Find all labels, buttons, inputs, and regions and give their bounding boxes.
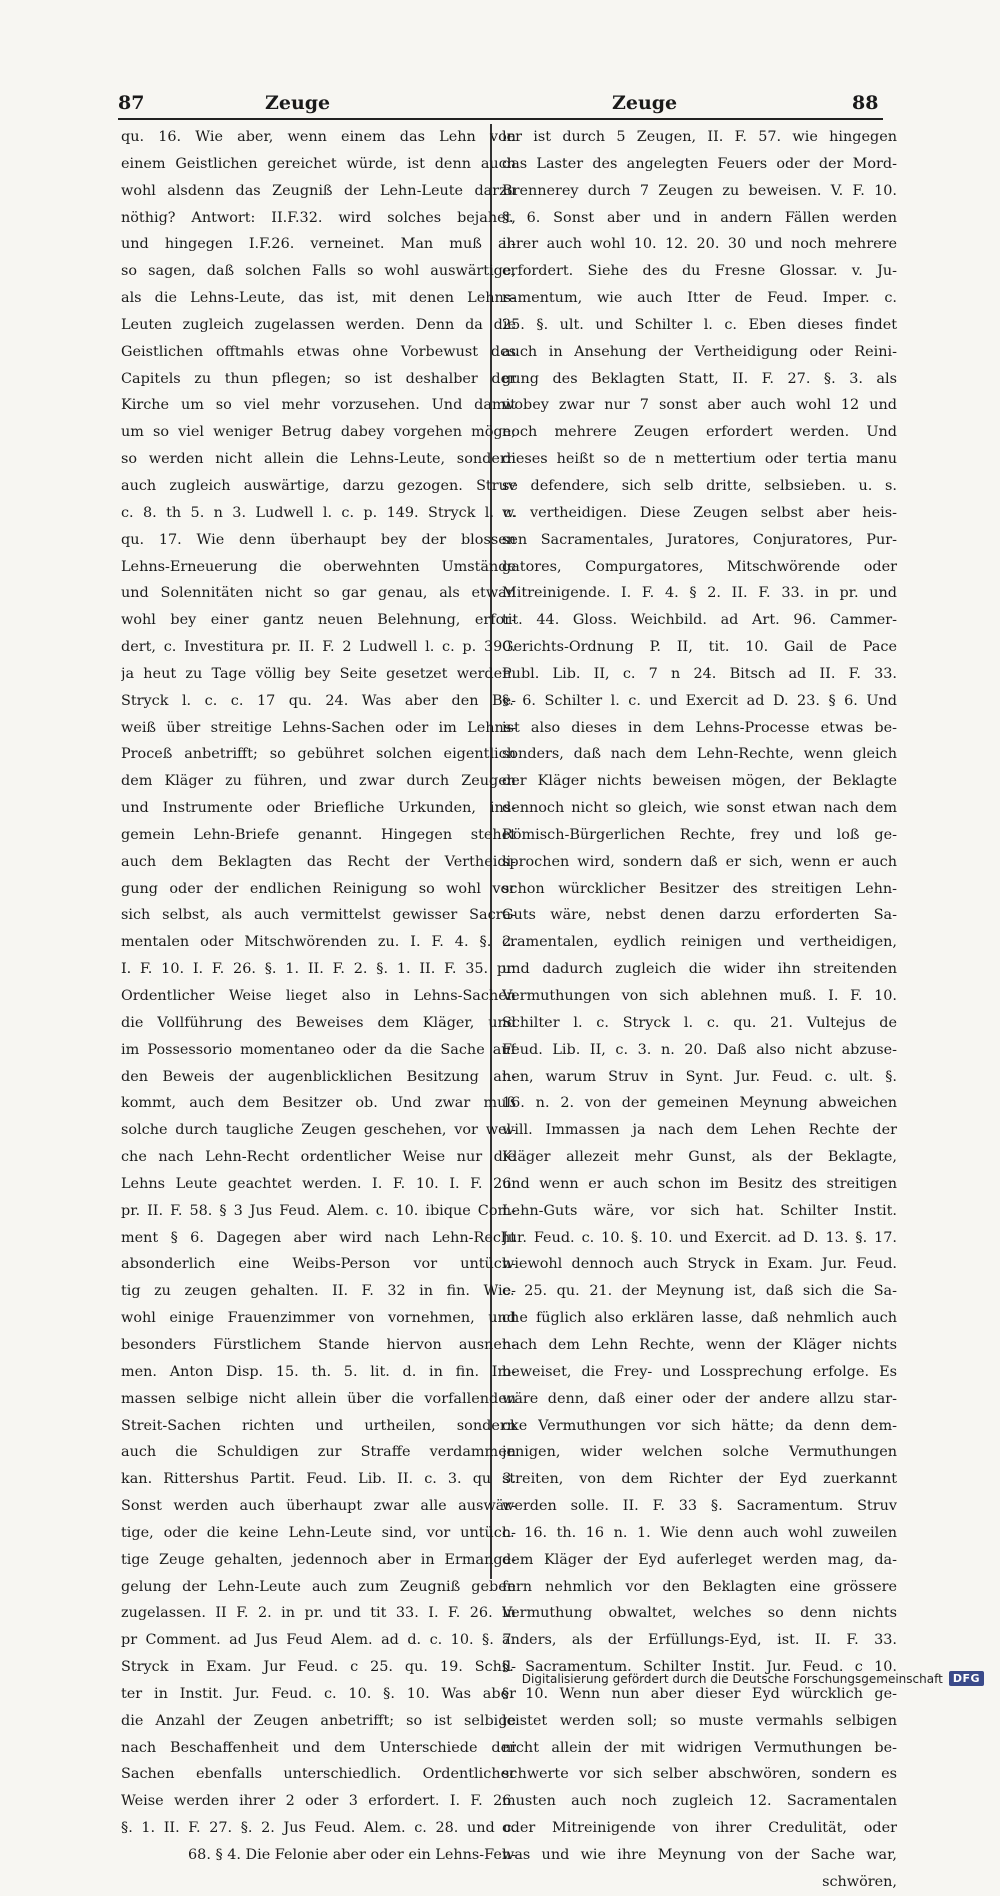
text-line: pr. II. F. 58. § 3 Jus Feud. Alem. c. 10. ibique Com- (121, 1202, 516, 1219)
text-line: auch die Schuldigen zur Straffe verdammen (121, 1444, 516, 1461)
text-line: ihrer auch wohl 10. 12. 20. 30 und noch mehrere (502, 236, 897, 253)
text-line: beweiset, die Frey- und Lossprechung erfolge. Es (502, 1363, 897, 1380)
text-line: §. 1. II. F. 27. §. 2. Jus Feud. Alem. c. 28. und c. (121, 1820, 516, 1837)
text-line: 68. § 4. Die Felonie aber oder ein Lehns-Feh- (188, 1847, 516, 1863)
text-line: besonders Fürstlichem Stande hiervon ausneh- (121, 1336, 516, 1353)
text-line: Mitreinigende. I. F. 4. § 2. II. F. 33. in pr. und (502, 585, 897, 602)
text-line: auch in Ansehung der Vertheidigung oder Reini- (502, 343, 897, 360)
text-line: Vermuthung obwaltet, welches so denn nichts (502, 1605, 897, 1622)
text-line: Lehns Leute geachtet werden. I. F. 10. I. F. 26. (121, 1175, 516, 1192)
text-line: einem Geistlichen gereichet würde, ist denn auch (121, 155, 516, 172)
text-line: Gerichts-Ordnung P. II, tit. 10. Gail de Pace (502, 639, 897, 656)
text-line: tig zu zeugen gehalten. II. F. 32 in fin. Wie- (121, 1283, 516, 1300)
text-line: 16. n. 2. von der gemeinen Meynung abweichen (502, 1095, 897, 1112)
text-line: Geistlichen offtmahls etwas ohne Vorbewust des (121, 343, 516, 360)
text-line: kommt, auch dem Besitzer ob. Und zwar muß (121, 1095, 516, 1112)
text-line: Sonst werden auch überhaupt zwar alle auswär- (121, 1498, 516, 1515)
text-line: Lehns-Erneuerung die oberwehnten Umstände (121, 558, 516, 575)
text-line: ment § 6. Dagegen aber wird nach Lehn-Recht (121, 1229, 516, 1246)
text-line: gatores, Compurgatores, Mitschwörende oder (502, 558, 897, 575)
footer-credit: Digitalisierung gefördert durch die Deutsche Forschungsgemeinschaft (521, 1671, 943, 1686)
text-line: c. 16. th. 16 n. 1. Wie denn auch wohl zuweilen (502, 1524, 897, 1541)
text-line: nach dem Lehn Rechte, wenn der Kläger nichts (502, 1336, 897, 1353)
text-line: gelung der Lehn-Leute auch zum Zeugniß geben (121, 1578, 516, 1595)
text-line: Schilter l. c. Stryck l. c. qu. 21. Vultejus de (502, 1014, 897, 1031)
text-line: Stryck in Exam. Jur Feud. c 25. qu. 19. Schil- (121, 1659, 516, 1676)
text-line: cramentalen, eydlich reinigen und vertheidigen, (502, 934, 897, 951)
text-line: jenigen, wider welchen solche Vermuthungen (502, 1444, 897, 1461)
text-line: men. Anton Disp. 15. th. 5. lit. d. in fin. Im- (121, 1363, 516, 1380)
text-line: so werden nicht allein die Lehns-Leute, sondern (121, 451, 516, 468)
text-line: §. Sacramentum. Schilter Instit. Jur. Feud. c 10. (502, 1659, 897, 1676)
text-line: cke Vermuthungen vor sich hätte; da denn dem- (502, 1417, 897, 1434)
text-line: den Beweis der augenblicklichen Besitzung an- (121, 1068, 516, 1085)
text-line: Sachen ebenfalls unterschiedlich. Ordentlicher (121, 1766, 516, 1783)
text-line: ist also dieses in dem Lehns-Processe etwas be- (502, 719, 897, 736)
text-line: nach Beschaffenheit und dem Unterschiede der (121, 1739, 516, 1756)
text-line: wohl bey einer gantz neuen Belehnung, erfor- (121, 612, 516, 629)
text-line: auch dem Beklagten das Recht der Vertheidi- (121, 853, 516, 870)
text-line: Weise werden ihrer 2 oder 3 erfordert. I. F. 26. (121, 1793, 516, 1810)
text-line: dennoch nicht so gleich, wie sonst etwan nach dem (502, 800, 897, 817)
text-line: ja heut zu Tage völlig bey Seite gesetzet werden. (121, 665, 516, 682)
text-line: tige, oder die keine Lehn-Leute sind, vor untüch- (121, 1524, 516, 1541)
text-line: tit. 44. Gloss. Weichbild. ad Art. 96. Cammer- (502, 612, 897, 629)
text-line: Publ. Lib. II, c. 7 n 24. Bitsch ad II. F. 33. (502, 665, 897, 682)
text-line: im Possessorio momentaneo oder da die Sache auf (121, 1041, 516, 1058)
text-line: zugelassen. II F. 2. in pr. und tit 33. I. F. 26. in (121, 1605, 516, 1622)
text-line: und hingegen I.F.26. verneinet. Man muß al- (121, 236, 516, 253)
text-line: gung oder der endlichen Reinigung so wohl vor (121, 880, 516, 897)
text-line: kan. Rittershus Partit. Feud. Lib. II. c. 3. qu 3. (121, 1471, 516, 1488)
text-line: c. 8. th 5. n 3. Ludwell l. c. p. 149. Stryck l. c. (121, 504, 516, 521)
text-line: weiß über streitige Lehns-Sachen oder im Lehns- (121, 719, 516, 736)
text-line: und Instrumente oder Briefliche Urkunden, ins- (121, 800, 516, 817)
text-line: erfordert. Siehe des du Fresne Glossar. v. Ju- (502, 263, 897, 280)
text-line: Kläger allezeit mehr Gunst, als der Beklagte, (502, 1149, 897, 1166)
text-line: Streit-Sachen richten und urtheilen, sondern (121, 1417, 516, 1434)
text-line: was und wie ihre Meynung von der Sache war, (502, 1847, 897, 1863)
text-line: Feud. Lib. II, c. 3. n. 20. Daß also nicht abzuse- (502, 1041, 897, 1058)
text-line: §. 6. Schilter l. c. und Exercit ad D. 23. § 6. Und (502, 692, 897, 709)
text-line: auch zugleich auswärtige, darzu gezogen. Struv (121, 477, 516, 494)
text-line: ramentum, wie auch Itter de Feud. Imper. c. (502, 290, 897, 307)
text-line: wäre denn, daß einer oder der andere allzu star- (502, 1390, 897, 1407)
text-line: schwerte vor sich selber abschwören, sondern es (502, 1766, 897, 1783)
text-line: und Solennitäten nicht so gar genau, als etwan (121, 585, 516, 602)
right-page-number: 88 (852, 92, 879, 114)
text-line: Proceß anbetrifft; so gebühret solchen eigentlich (121, 746, 516, 763)
text-line: pr Comment. ad Jus Feud Alem. ad d. c. 10. §. 7. (121, 1632, 516, 1649)
left-running-title: Zeuge (265, 92, 331, 114)
text-line: Vermuthungen von sich ablehnen muß. I. F. 10. (502, 988, 897, 1004)
right-running-title: Zeuge (612, 92, 678, 114)
text-line: Guts wäre, nebst denen darzu erforderten Sa- (502, 907, 897, 924)
text-line: Lehn-Guts wäre, vor sich hat. Schilter Instit. (502, 1202, 897, 1219)
text-line: wohl einige Frauenzimmer von vornehmen, und (121, 1310, 516, 1327)
text-line: hen, warum Struv in Synt. Jur. Feud. c. ult. §. (502, 1068, 897, 1085)
text-line: ler ist durch 5 Zeugen, II. F. 57. wie hingegen (502, 129, 897, 145)
text-line: I. F. 10. I. F. 26. §. 1. II. F. 2. §. 1. II. F. 35. pr. (121, 961, 516, 978)
text-line: Stryck l. c. c. 17 qu. 24. Was aber den Be- (121, 692, 516, 709)
text-line: w. vertheidigen. Diese Zeugen selbst aber heis- (502, 504, 897, 521)
text-line: sich selbst, als auch vermittelst gewisser Sacra- (121, 907, 516, 924)
right-text-column (502, 124, 897, 1896)
text-line: dert, c. Investitura pr. II. F. 2 Ludwell l. c. p. 390. (121, 639, 516, 656)
text-line: anders, als der Erfüllungs-Eyd, ist. II. F. 33. (502, 1632, 897, 1649)
text-line: leistet werden soll; so muste vermahls selbigen (502, 1712, 897, 1729)
text-line: Kirche um so viel mehr vorzusehen. Und damit (121, 397, 516, 414)
text-line: sprochen wird, sondern daß er sich, wenn er auch (502, 853, 897, 870)
text-line: Ordentlicher Weise lieget also in Lehns-Sachen (121, 988, 516, 1004)
text-line: sen Sacramentales, Juratores, Conjuratores, Pur- (502, 531, 897, 548)
dfg-logo: DFG (949, 1671, 984, 1686)
text-line: um so viel weniger Betrug dabey vorgehen möge; (121, 424, 516, 441)
text-line: ter in Instit. Jur. Feud. c. 10. §. 10. Was aber (121, 1685, 516, 1702)
header-rule (118, 118, 883, 120)
text-line: tige Zeuge gehalten, jedennoch aber in Ermange- (121, 1551, 516, 1568)
text-line: schwören, (822, 1873, 897, 1890)
text-line: §. 10. Wenn nun aber dieser Eyd würcklich ge- (502, 1685, 897, 1702)
text-line: noch mehrere Zeugen erfordert werden. Und (502, 424, 897, 441)
text-line: Leuten zugleich zugelassen werden. Denn da die (121, 316, 516, 333)
text-line: oder Mitreinigende von ihrer Credulität, oder (502, 1820, 897, 1837)
text-line: mentalen oder Mitschwörenden zu. I. F. 4. §. 2. (121, 934, 516, 951)
text-line: der Kläger nichts beweisen mögen, der Beklagte (502, 773, 897, 790)
text-line: so sagen, daß solchen Falls so wohl auswärtige, (121, 263, 516, 280)
text-line: Capitels zu thun pflegen; so ist deshalber der (121, 370, 516, 387)
text-line: die Anzahl der Zeugen anbetrifft; so ist selbige (121, 1712, 516, 1729)
text-line: das Laster des angelegten Feuers oder der Mord- (502, 155, 897, 172)
text-line: sonders, daß nach dem Lehn-Rechte, wenn gleich (502, 746, 897, 763)
text-line: qu. 16. Wie aber, wenn einem das Lehn von (121, 129, 516, 145)
text-line: massen selbige nicht allein über die vorfallenden (121, 1390, 516, 1407)
text-line: nicht allein der mit widrigen Vermuthungen be- (502, 1739, 897, 1756)
text-line: se defendere, sich selb dritte, selbsieben. u. s. (502, 477, 897, 494)
text-line: die Vollführung des Beweises dem Kläger, und (121, 1014, 516, 1031)
text-line: gung des Beklagten Statt, II. F. 27. §. 3. als (502, 370, 897, 387)
text-line: musten auch noch zugleich 12. Sacramentalen (502, 1793, 897, 1810)
text-line: c. 25. qu. 21. der Meynung ist, daß sich die Sa- (502, 1283, 897, 1300)
text-line: streiten, von dem Richter der Eyd zuerkannt (502, 1471, 897, 1488)
text-line: will. Immassen ja nach dem Lehen Rechte der (502, 1122, 897, 1139)
left-page-number: 87 (118, 92, 145, 114)
text-line: dem Kläger der Eyd auferleget werden mag, da- (502, 1551, 897, 1568)
text-line: 25. §. ult. und Schilter l. c. Eben dieses findet (502, 316, 897, 333)
text-line: §. 6. Sonst aber und in andern Fällen werden (502, 209, 897, 226)
text-line: und wenn er auch schon im Besitz des streitigen (502, 1175, 897, 1192)
text-line: nöthig? Antwort: II.F.32. wird solches bejahet, (121, 209, 516, 226)
text-line: fern nehmlich vor den Beklagten eine grössere (502, 1578, 897, 1595)
text-line: solche durch taugliche Zeugen geschehen, vor wel- (121, 1122, 516, 1139)
text-line: che füglich also erklären lasse, daß nehmlich auch (502, 1310, 897, 1327)
text-line: und dadurch zugleich die wider ihn streitenden (502, 961, 897, 978)
text-line: wiewohl dennoch auch Stryck in Exam. Jur. Feud. (502, 1256, 897, 1273)
text-line: qu. 17. Wie denn überhaupt bey der blossen (121, 531, 516, 548)
footer (522, 1671, 984, 1686)
text-line: che nach Lehn-Recht ordentlicher Weise nur die (121, 1149, 516, 1166)
text-line: gemein Lehn-Briefe genannt. Hingegen stehet (121, 826, 516, 843)
text-line: dieses heißt so de n mettertium oder tertia manu (502, 451, 897, 468)
text-line: absonderlich eine Weibs-Person vor untüch- (121, 1256, 516, 1273)
text-line: Brennerey durch 7 Zeugen zu beweisen. V. F. 10. (502, 182, 897, 199)
text-line: dem Kläger zu führen, und zwar durch Zeugen (121, 773, 516, 790)
left-text-column (121, 124, 516, 1869)
text-line: als die Lehns-Leute, das ist, mit denen Lehns- (121, 290, 516, 307)
text-line: wobey zwar nur 7 sonst aber auch wohl 12 und (502, 397, 897, 414)
text-line: Jur. Feud. c. 10. §. 10. und Exercit. ad D. 13. §. 17. (502, 1229, 897, 1246)
text-line: schon würcklicher Besitzer des streitigen Lehn- (502, 880, 897, 897)
text-line: wohl alsdenn das Zeugniß der Lehn-Leute darzu (121, 182, 516, 199)
text-line: werden solle. II. F. 33 §. Sacramentum. Struv (502, 1498, 897, 1515)
text-line: Römisch-Bürgerlichen Rechte, frey und loß ge- (502, 826, 897, 843)
